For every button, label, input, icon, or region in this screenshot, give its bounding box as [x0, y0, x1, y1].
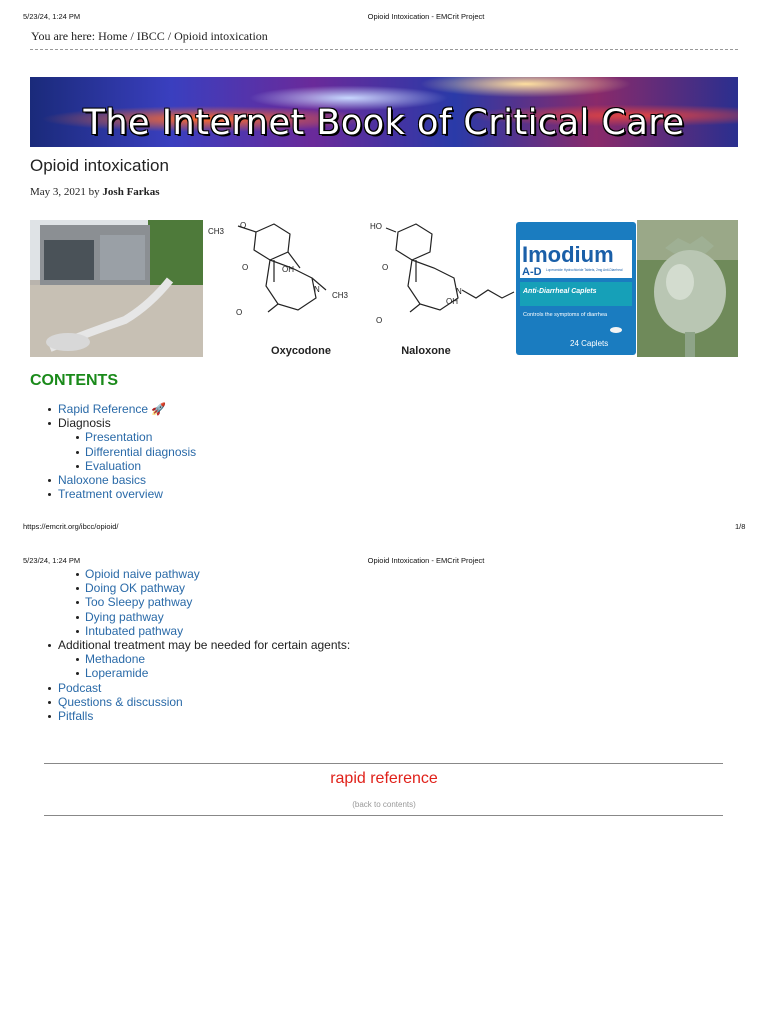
toc-naloxone-basics[interactable]: Naloxone basics: [58, 473, 147, 488]
naloxone-label: Naloxone: [401, 345, 451, 357]
toc-podcast[interactable]: Podcast: [58, 680, 102, 695]
nal-oh: OH: [446, 297, 458, 306]
poppy-pod-photo: [637, 220, 738, 357]
imodium-count: 24 Caplets: [570, 339, 609, 348]
imodium-sub: Loperamide Hydrochloride Tablets, 2mg Anti-Diarrheal: [546, 268, 623, 272]
breadcrumb-separator: /: [130, 29, 134, 43]
toc-methadone[interactable]: Methadone: [85, 652, 146, 667]
back-to-contents-link[interactable]: (back to contents): [352, 800, 416, 809]
print-url: https://emcrit.org/ibcc/opioid/: [23, 522, 119, 531]
imodium-brand: Imodium: [522, 242, 614, 267]
breadcrumb-current: Opioid intoxication: [174, 29, 268, 43]
oxy-o3: O: [236, 308, 243, 317]
toc-questions-discussion[interactable]: Questions & discussion: [58, 694, 183, 709]
author-name[interactable]: Josh Farkas: [102, 186, 160, 198]
toc-evaluation[interactable]: Evaluation: [85, 458, 142, 473]
naloxone-structure: [368, 220, 516, 357]
print-page-number: 1/8: [735, 522, 746, 531]
toc-treatment-overview[interactable]: Treatment overview: [58, 487, 163, 502]
toc-diagnosis: Diagnosis: [58, 416, 111, 431]
header-image-strip: [30, 220, 738, 357]
site-banner[interactable]: [30, 77, 738, 147]
oxy-ch3: CH3: [208, 227, 225, 236]
imodium-caplets: Anti-Diarrheal Caplets: [523, 288, 597, 295]
contents-heading: CONTENTS: [30, 372, 118, 389]
section-bottom-rule: [44, 815, 723, 816]
toc-too-sleepy-pathway[interactable]: Too Sleepy pathway: [85, 595, 193, 610]
toc-doing-ok-pathway[interactable]: Doing OK pathway: [85, 581, 186, 596]
print-date-page2: 5/23/24, 1:24 PM: [23, 556, 81, 565]
breadcrumb: [31, 29, 268, 44]
print-title: Opioid Intoxication - EMCrit Project: [367, 12, 485, 21]
toc-dying-pathway[interactable]: Dying pathway: [85, 609, 164, 624]
oxy-o1: O: [240, 221, 247, 230]
section-top-rule: [44, 763, 723, 764]
nal-n: N: [456, 287, 462, 296]
toc-pitfalls[interactable]: Pitfalls: [58, 709, 94, 724]
oxy-oh: OH: [282, 265, 294, 274]
oxycodone-structure: [203, 220, 368, 357]
toc-additional-treatment: Additional treatment may be needed for certain agents:: [58, 638, 351, 653]
oxy-n: N: [314, 285, 320, 294]
breadcrumb-separator: /: [167, 29, 172, 43]
byline: [30, 186, 160, 198]
toc-list-page2: [30, 567, 730, 723]
building-spoon-photo: [30, 220, 203, 357]
print-date: 5/23/24, 1:24 PM: [23, 12, 81, 21]
toc-presentation[interactable]: Presentation: [85, 430, 153, 445]
imodium-box-photo: [516, 222, 636, 355]
nal-o2: O: [376, 316, 383, 325]
imodium-ad: A-D: [522, 266, 542, 278]
toc-rapid-reference[interactable]: Rapid Reference 🚀: [58, 402, 167, 416]
toc-opioid-naive-pathway[interactable]: Opioid naive pathway: [85, 567, 200, 581]
breadcrumb-divider: [30, 49, 738, 50]
toc-intubated-pathway[interactable]: Intubated pathway: [85, 623, 184, 638]
print-title-page2: Opioid Intoxication - EMCrit Project: [367, 556, 485, 565]
nal-ho: HO: [370, 222, 382, 231]
oxycodone-label: Oxycodone: [271, 345, 331, 357]
breadcrumb-home-link[interactable]: Home: [98, 29, 128, 43]
oxy-nch3: CH3: [332, 291, 349, 300]
breadcrumb-ibcc-link[interactable]: IBCC: [136, 29, 165, 43]
oxy-o2: O: [242, 263, 249, 272]
imodium-controls: Controls the symptoms of diarrhea: [523, 312, 608, 318]
toc-loperamide[interactable]: Loperamide: [85, 666, 149, 681]
toc-differential-diagnosis[interactable]: Differential diagnosis: [85, 444, 197, 459]
breadcrumb-prefix: You are here:: [31, 29, 96, 43]
toc-list-page1: [30, 402, 730, 501]
post-date: May 3, 2021 by: [30, 186, 100, 198]
page-title: Opioid intoxication: [30, 156, 169, 175]
rapid-reference-heading: rapid reference: [330, 770, 438, 787]
nal-o1: O: [382, 263, 389, 272]
banner-title: The Internet Book of Critical Care: [83, 103, 685, 143]
